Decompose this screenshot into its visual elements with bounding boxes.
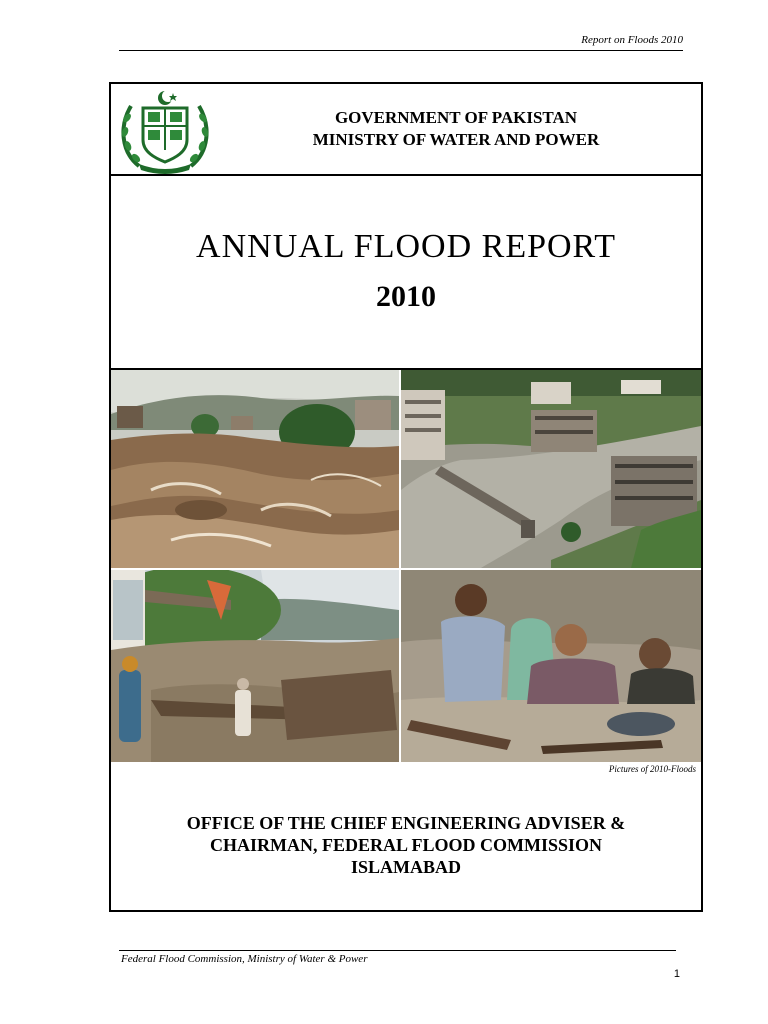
photo-collapsed-bridge: [401, 370, 701, 568]
title-area: [111, 176, 701, 370]
photo-caption: Pictures of 2010-Floods: [608, 764, 696, 774]
photo-flooded-street: [111, 570, 399, 762]
children-in-floodwater-photo: [401, 570, 701, 762]
header-rule: [119, 50, 683, 51]
pakistan-state-emblem-icon: [117, 88, 213, 174]
office-line-1: OFFICE OF THE CHIEF ENGINEERING ADVISER &: [186, 813, 626, 833]
office-line-2: CHAIRMAN, FEDERAL FLOOD COMMISSION: [209, 835, 603, 855]
footer-rule: [119, 950, 676, 951]
footer-text: Federal Flood Commission, Ministry of Water & Power: [121, 953, 368, 965]
office-line-3: ISLAMABAD: [350, 857, 461, 877]
page-number: 1: [673, 968, 680, 980]
running-header: Report on Floods 2010: [581, 34, 683, 46]
ministry-title: MINISTRY OF WATER AND POWER: [312, 130, 600, 149]
flooded-street-photo: [111, 570, 399, 762]
government-box: [111, 84, 701, 176]
collapsed-bridge-photo: [401, 370, 701, 568]
photo-flood-torrent: [111, 370, 399, 568]
photo-children-in-water: [401, 570, 701, 762]
cover-frame: [109, 82, 703, 912]
report-year: 2010: [376, 280, 436, 313]
government-title: GOVERNMENT OF PAKISTAN: [334, 108, 578, 127]
flood-torrent-photo: [111, 370, 399, 568]
report-title: ANNUAL FLOOD REPORT: [196, 228, 616, 265]
